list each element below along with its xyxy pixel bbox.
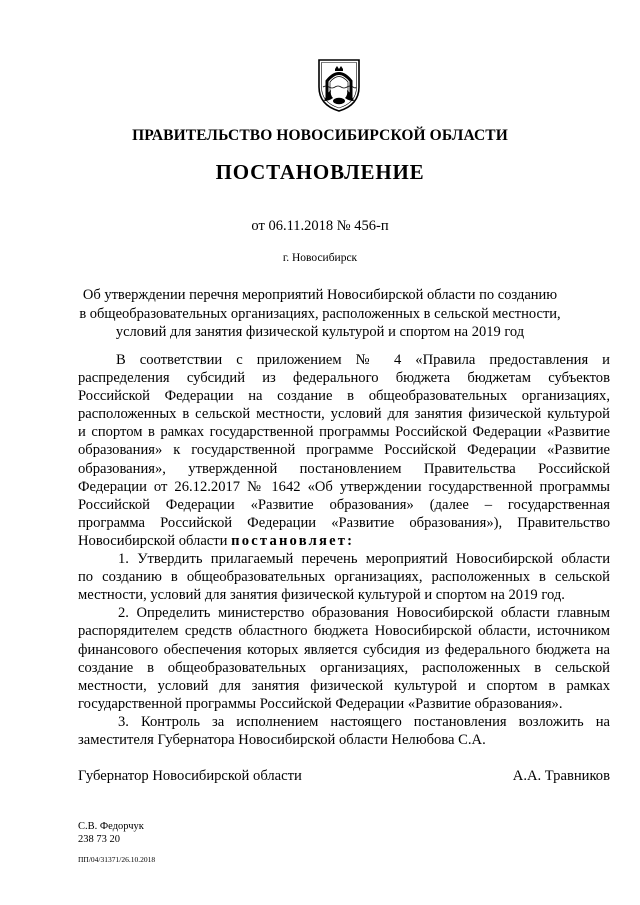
subject-line: в общеобразовательных организациях, расположенных в сельской местности, [79,305,561,322]
item-2-line: государственной программы Российской Федерации «Развитие образования». [78,695,563,712]
preamble-last-prefix: Новосибирской области [78,532,232,549]
item-1-line: местности, условий для занятия физической культурой и спортом на 2019 год. [78,587,565,604]
executor-phone: 238 73 20 [78,834,120,845]
item-2-line: финансового обеспечения которых является субсидия из федерального бюджета на [78,641,610,658]
preamble-line: образования», утвержденной постановлением Правительства Российской [78,460,610,477]
item-1-line: 1. Утвердить прилагаемый перечень мероприятий Новосибирской области [118,551,610,568]
preamble-line: распределения субсидий из федерального бюджета бюджетам субъектов [78,370,610,387]
preamble-last-line [78,532,610,550]
signatory-position: Губернатор Новосибирской области [78,768,302,784]
item-3-line: 3. Контроль за исполнением настоящего постановления возложить на [118,713,610,730]
subject-line: условий для занятия физической культурой и спортом на 2019 год [115,324,525,340]
item-3-line: заместителя Губернатора Новосибирской области Нелюбова С.А. [78,731,486,748]
government-title: ПРАВИТЕЛЬСТВО НОВОСИБИРСКОЙ ОБЛАСТИ [132,127,508,144]
item-1-line: по созданию в общеобразовательных организациях, расположенных в сельской [78,569,610,586]
item-2-line: 2. Определить министерство образования Новосибирской области главным [118,605,610,622]
decree-word: постановляет [231,532,348,549]
item-2-line: создание в общеобразовательных организациях, расположенных в сельской [78,659,610,676]
preamble-line: и спортом в рамках государственной программы Российской Федерации «Развитие [78,424,610,441]
executor-block [78,820,144,846]
preamble-line: программа Российской Федерации «Развитие образования»), Правительство [78,514,610,531]
item-2-line: местности, условий для занятия физической культурой и спортом в рамках [78,677,610,694]
preamble-line: В соответствии с приложением № 4 «Правила предоставления и [116,352,610,368]
decree-body [78,351,610,749]
preamble-line: Российской Федерации «Развитие образования» (далее – государственная [78,496,610,513]
preamble-line: образования» к государственной программе Российской Федерации «Развитие [78,442,610,459]
preamble-line: Российской Федерации на создание в общеобразовательных организациях, [78,388,610,405]
preamble-line: расположенных в сельской местности, условий для занятия физической культурой [78,406,610,423]
document-type-title: ПОСТАНОВЛЕНИЕ [215,160,425,184]
executor-name: С.В. Федорчук [78,821,144,832]
signatory-name: А.А. Травников [512,768,610,784]
city: г. Новосибирск [282,252,358,264]
document-code: ПП/04/31371/26.10.2018 [78,855,156,864]
subject-line: Об утверждении перечня мероприятий Новосибирской области по созданию [82,287,558,303]
coat-of-arms-icon [316,57,362,113]
preamble-line: Федерации от 26.12.2017 № 1642 «Об утверждении государственной программы [78,478,610,495]
decree-subject [72,286,568,342]
date-and-number: от 06.11.2018 № 456-п [251,218,389,234]
decree-colon: : [347,532,352,549]
item-2-line: распорядителем средств областного бюджета Новосибирской области, источником [78,623,610,640]
